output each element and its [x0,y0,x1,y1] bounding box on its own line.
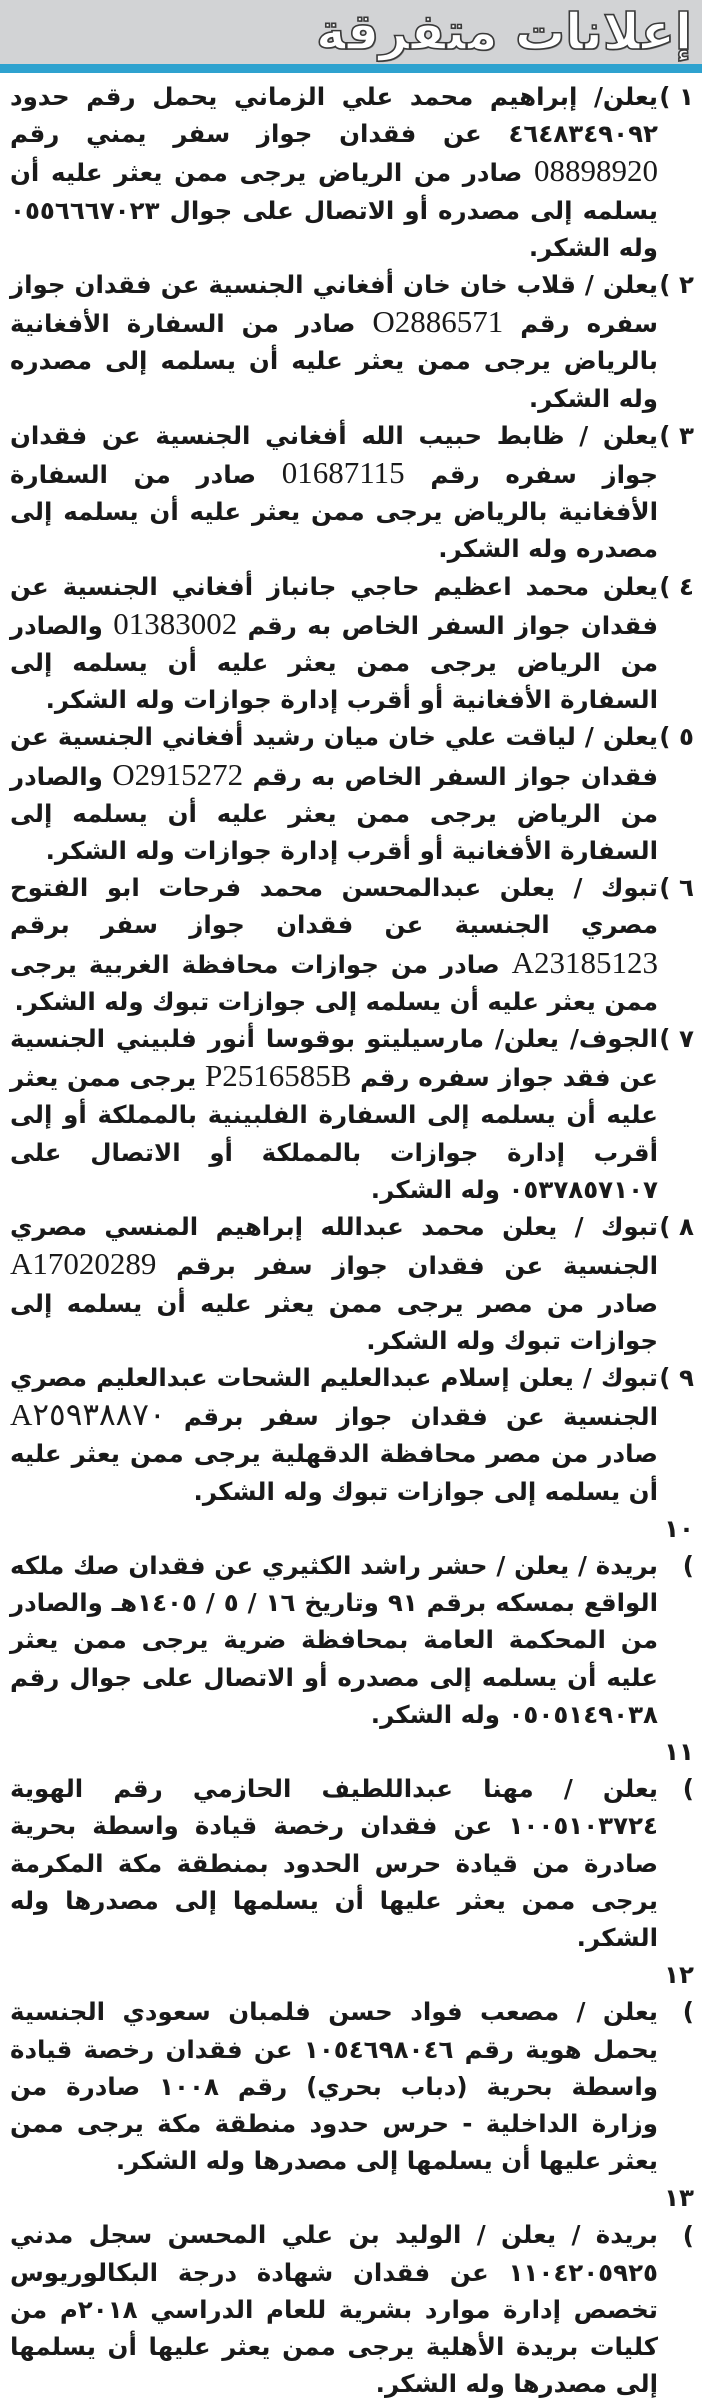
notice-text-continued: صادر من السفارة الأفغانية بالرياض يرجى ممن يعثر عليه أن يسلمه إلى مصدره وله الشكر. [10,460,658,564]
notice-item [10,1510,694,1733]
notice-text-continued: والصادر من الرياض يرجى ممن يعثر عليه أن يسلمه إلى السفارة الأفغانية أو أقرب إدارة جوازات وله الشكر. [10,761,658,866]
notice-item [10,1359,694,1510]
notice-text-continued: صادر من مصر محافظة الدقهلية يرجى ممن يعثر عليه أن يسلمه إلى جوازات تبوك وله الشكر. [10,1439,658,1506]
notice-number: ١٣ ) [664,2183,694,2250]
notice-item [10,266,694,417]
notice-number: ٣ ) [659,420,694,450]
notice-number: ٢ ) [659,270,694,300]
notice-number: ٩ ) [659,1362,694,1392]
notice-number: ٨ ) [659,1212,694,1242]
notice-text: يعلن / ظابط حبيب الله أفغاني الجنسية عن فقدان جواز سفره رقم [10,420,658,490]
document-number: O2915272 [112,756,244,792]
document-number: P2516585B [205,1058,352,1094]
document-number: 01383002 [113,605,238,641]
notice-text-continued: صادر من السفارة الأفغانية بالرياض يرجى ممن يعثر عليه أن يسلمه إلى مصدره وله الشكر. [10,309,658,413]
header-divider [0,64,702,73]
notice-item [10,1956,694,2179]
notice-number: ١ ) [659,82,694,111]
document-number: A17020289 [10,1246,157,1282]
notice-item [10,1733,694,1956]
notice-text-continued: صادر من الرياض يرجى ممن يعثر عليه أن يسلمه إلى مصدره أو الاتصال على جوال ٠٥٥٦٦٦٧٠٢٣ وله الشكر. [10,158,658,262]
notice-item [10,78,694,266]
notice-text: الجوف/ يعلن/ مارسيليتو بوقوسا أنور فلبيني الجنسية عن فقد جواز سفره رقم [10,1024,658,1093]
notice-text: يعلن / مهنا عبداللطيف الحازمي رقم الهوية ١٠٠٥١٠٣٧٢٤ عن فقدان رخصة قيادة واسطة بحرية صادرة من قيادة حرس الحدود بمنطقة مكة المكرمة يرجى ممن يعثر عليها أن يسلمها إلى مصدرها وله الشكر. [10,1774,658,1952]
notice-text-continued: والصادر من الرياض يرجى ممن يعثر عليه أن يسلمه إلى السفارة الأفغانية أو أقرب إدارة جوازات وله الشكر. [10,610,658,715]
document-number: A23185123 [511,944,658,980]
notice-text: تبوك / يعلن عبدالمحسن محمد فرحات ابو الفتوح مصري الجنسية عن فقدان جواز سفر برقم [10,873,658,940]
notice-number: ١٢ ) [664,1960,694,2027]
notice-text: تبوك / يعلن محمد عبدالله إبراهيم المنسي مصري الجنسية عن فقدان جواز سفر برقم [10,1212,659,1281]
notice-number: ١١ ) [664,1736,694,1804]
notice-item [10,417,694,568]
notice-text: بريدة / يعلن / الوليد بن علي المحسن سجل مدني ١١٠٤٢٠٥٩٢٥ عن فقدان شهادة درجة البكالوريوس تخصص إدارة موارد بشرية للعام الدراسي ٢٠١٨م من كليات بريدة الأهلية يرجى ممن يعثر عليها أن يسلمها إلى مصدرها وله الشكر. [10,2220,659,2399]
notice-number: ٥ ) [659,722,694,752]
notice-number: ١٠ ) [664,1513,694,1580]
document-number: A٢٥٩٣٨٨٧٠ [10,1397,166,1433]
notice-text: بريدة / يعلن / حشر راشد الكثيري عن فقدان صك ملكه الواقع بمسكه برقم ٩١ وتاريخ ١٦ / ٥ / ١٤٠٥هـ والصادر من المحكمة العامة بمحافظة ضرية يرجى ممن يعثر عليه أن يسلمه إلى مصدره أو الاتصال على جوال رقم ٠٥٠٥١٤٩٠٣٨ وله الشكر. [10,1550,658,1729]
notice-text: يعلن / مصعب فواد حسن فلمبان سعودي الجنسية يحمل هوية رقم ١٠٥٤٦٩٨٠٤٦ عن فقدان رخصة قيادة واسطة بحرية (دباب بحري) رقم ١٠٠٨ صادرة من وزارة الداخلية - حرس حدود منطقة مكة يرجى ممن يعثر عليها أن يسلمها إلى مصدرها وله الشكر. [10,1997,658,2176]
notices-list [10,78,694,2403]
notice-text: يعلن محمد اعظيم حاجي جانباز أفغاني الجنسية عن فقدان جواز السفر الخاص به رقم [10,571,659,640]
notice-text: يعلن/ إبراهيم محمد علي الزماني يحمل رقم حدود ٤٦٤٨٣٤٩٠٩٢ عن فقدان جواز سفر يمني رقم [10,82,658,149]
notice-number: ٤ ) [659,571,694,601]
section-title: إعلانات متفرقة [316,3,692,61]
notice-text-continued: صادر من مصر يرجى ممن يعثر عليه أن يسلمه إلى جوازات تبوك وله الشكر. [10,1288,658,1355]
notice-number: ٦ ) [659,873,694,903]
notice-item [10,2179,694,2402]
notice-item [10,1208,694,1359]
section-header [0,0,702,64]
notice-text-continued: صادر من جوازات محافظة الغربية يرجى ممن يعثر عليه أن يسلمه إلى جوازات تبوك وله الشكر. [10,949,658,1016]
notice-item [10,1020,694,1208]
notice-item [10,568,694,719]
notice-number: ٧ ) [659,1024,694,1054]
notice-text: يعلن / قلاب خان خان أفغاني الجنسية عن فقدان جواز سفره رقم [10,270,659,339]
document-number: 01687115 [281,455,405,491]
notice-text: تبوك / يعلن إسلام عبدالعليم الشحات عبدالعليم مصري الجنسية عن فقدان جواز سفر برقم [10,1362,659,1432]
notice-text: يعلن / لياقت علي خان ميان رشيد أفغاني الجنسية عن فقدان جواز السفر الخاص به رقم [10,722,659,791]
notice-item [10,718,694,869]
notice-item [10,869,694,1020]
document-number: 08898920 [534,153,658,189]
notice-text-continued: يرجى ممن يعثر عليه أن يسلمه إلى السفارة الفلبينية بالمملكة أو إلى أقرب إدارة جوازات بالمملكة أو الاتصال على ٠٥٣٧٨٥٧١٠٧ وله الشكر. [10,1063,658,1204]
document-number: O2886571 [372,304,504,340]
